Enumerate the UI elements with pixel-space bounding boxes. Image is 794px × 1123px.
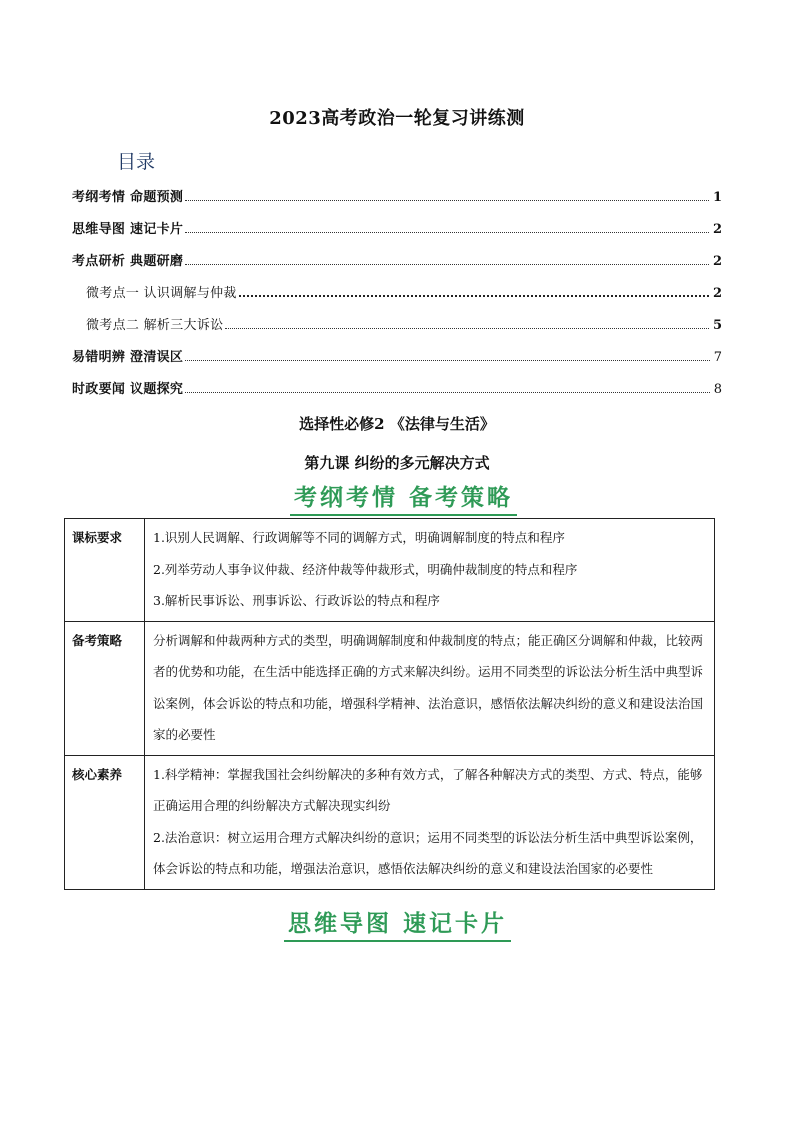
toc-leader-dots [225,327,709,329]
row-header: 备考策略 [65,621,145,755]
toc-entry-label: 微考点一 认识调解与仲裁 [86,286,237,301]
section-banner-exam-strategy: 考纲考情 备考策略 [290,479,517,516]
toc-leader-dots [185,391,709,393]
toc-entry-page: 8 [713,382,722,397]
row-content [145,621,715,755]
toc-entry[interactable] [72,218,722,237]
toc-entry[interactable] [86,314,722,333]
toc-leader-dots [185,263,709,265]
row-header: 核心素养 [65,755,145,889]
toc-entry-page: 1 [712,190,722,205]
toc-entry[interactable] [86,282,722,301]
section-banner-mind-map: 思维导图 速记卡片 [284,905,511,942]
content-line: 2.法治意识：树立运用合理方式解决纠纷的意识；运用不同类型的诉讼法分析生活中典型诉讼案例，体会诉讼的特点和功能，增强法治意识，感悟依法解决纠纷的意义和建设法治国家的必要性 [153,829,703,876]
row-header: 课标要求 [65,519,145,622]
toc-entry-label: 考点研析 典题研磨 [72,254,184,269]
toc-leader-dots [185,231,709,233]
toc-entry-page: 2 [712,286,722,301]
toc-entry-page: 2 [712,254,722,269]
toc-leader-dots [239,294,709,297]
toc-entry-label: 易错明辨 澄清误区 [72,350,184,365]
content-line: 1.科学精神：掌握我国社会纠纷解决的多种有效方式，了解各种解决方式的类型、方式、特点，能够正确运用合理的纠纷解决方式解决现实纠纷 [153,766,703,813]
toc-leader-dots [185,199,709,201]
toc-leader-dots [185,359,709,361]
toc-entry-page: 7 [713,350,722,365]
toc-entry[interactable] [72,250,722,269]
content-line: 3.解析民事诉讼、刑事诉讼、行政诉讼的特点和程序 [153,593,440,608]
toc-entry[interactable] [72,346,722,365]
book-title: 选择性必修2 《法律与生活》 [299,415,495,433]
toc-entry[interactable] [72,186,722,205]
lesson-title: 第九课 纠纷的多元解决方式 [304,454,490,472]
table-row [65,519,715,622]
table-row [65,755,715,889]
toc-entry-label: 时政要闻 议题探究 [72,382,184,397]
content-line: 2.列举劳动人事争议仲裁、经济仲裁等仲裁形式，明确仲裁制度的特点和程序 [153,561,578,577]
document-title: 2023高考政治一轮复习讲练测 [269,108,525,129]
row-content [145,755,715,889]
toc-entry-page: 5 [712,318,722,333]
toc-entry[interactable] [72,378,722,397]
toc-entry-label: 考纲考情 命题预测 [72,190,184,205]
toc-entry-page: 2 [712,222,722,237]
row-content [145,519,715,622]
toc-entry-label: 微考点二 解析三大诉讼 [86,318,224,333]
table-row [65,621,715,755]
content-line: 1.识别人民调解、行政调解等不同的调解方式，明确调解制度的特点和程序 [153,530,565,545]
toc-entry-label: 思维导图 速记卡片 [72,222,184,237]
content-line: 分析调解和仲裁两种方式的类型，明确调解制度和仲裁制度的特点；能正确区分调解和仲裁，比较两者的优势和功能，在生活中能选择正确的方式来解决纠纷。运用不同类型的诉讼法分析生活中典型诉讼案例，体会诉讼的特点和功能，增强科学精神、法治意识，感悟依法解决纠纷的意义和建设法治国家的必要性 [153,632,704,742]
toc-heading: 目录 [117,151,156,173]
requirements-table [64,518,715,890]
